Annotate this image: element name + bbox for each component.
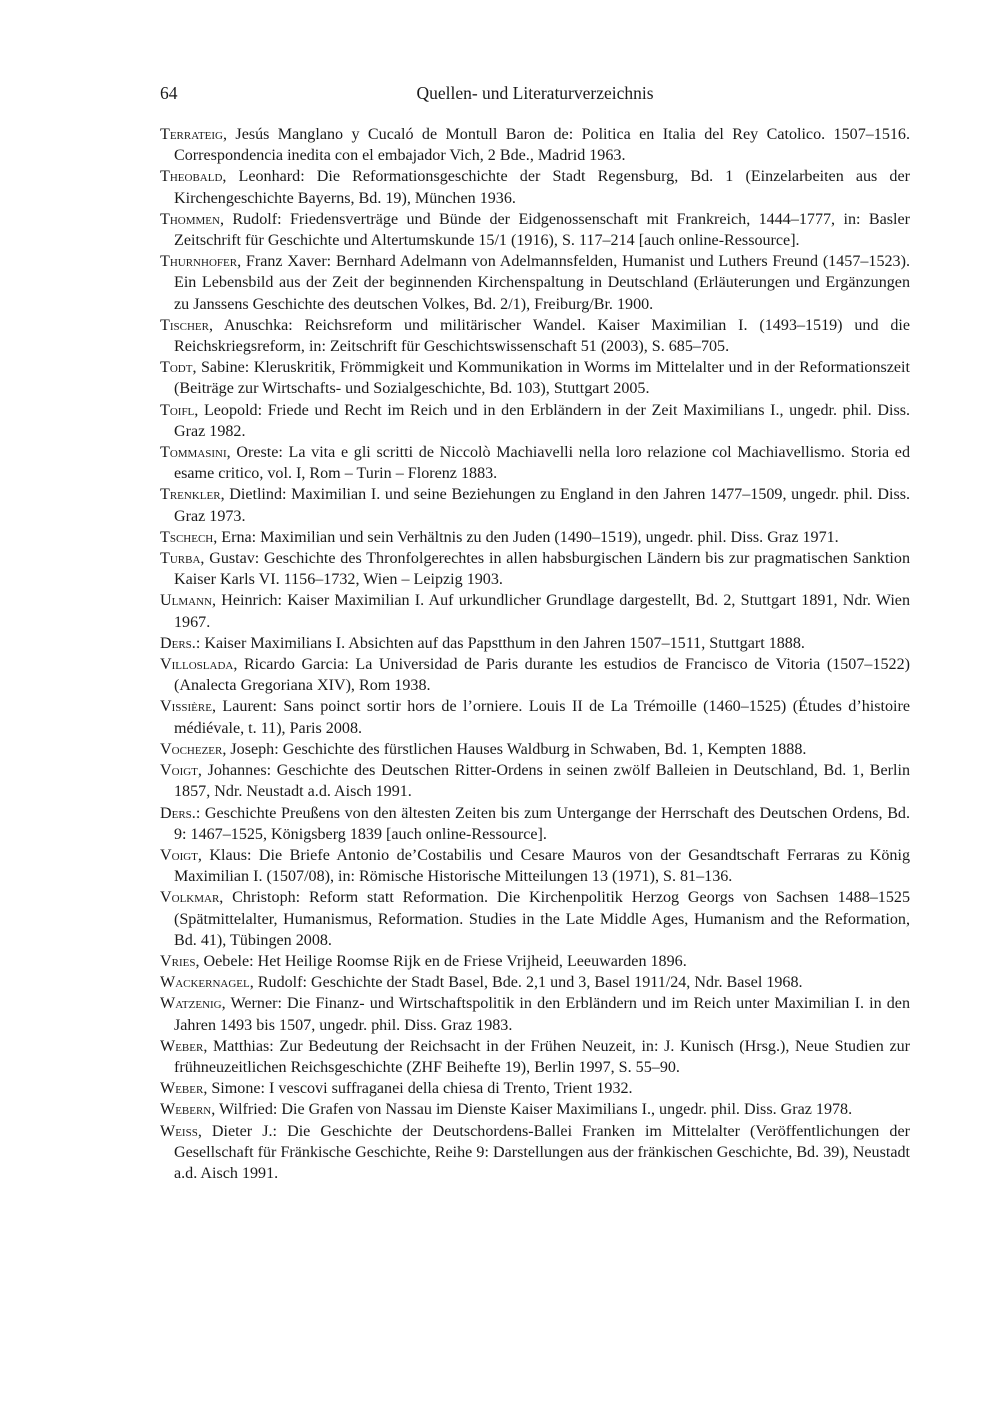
entry-text: , Rudolf: Friedensverträge und Bünde der Eidgenossenschaft mit Frankreich, 1444–1777, in: Basler Zeitschrift für Geschichte und Altertumskunde 15/1 (1916), S. 117–214 [auch online-Ressource]. xyxy=(174,210,910,250)
bibliography-entry xyxy=(160,166,910,208)
entry-text: , Wilfried: Die Grafen von Nassau im Dienste Kaiser Maximilians I., ungedr. phil. Diss. Graz 1978. xyxy=(211,1101,853,1119)
bibliography-entry xyxy=(160,993,910,1035)
bibliography-entry xyxy=(160,400,910,442)
entry-text: , Leopold: Friede und Recht im Reich und in den Erbländern in der Zeit Maximilians I., ungedr. phil. Diss. Graz 1982. xyxy=(174,401,910,440)
bibliography-entry xyxy=(160,887,910,951)
entry-author: Turba xyxy=(160,550,201,568)
entry-text: , Christoph: Reform statt Reformation. Die Kirchenpolitik Herzog Georgs von Sachsen 1488–1525 (Spätmittelalter, Humanismus, Reformation. Studies in the Late Middle Ages, Humanism and the Reformation, Bd. 41), Tübingen 2008. xyxy=(174,889,910,949)
bibliography-entry xyxy=(160,696,910,738)
page xyxy=(160,80,910,1184)
entry-author: Thurnhofer xyxy=(160,253,238,271)
bibliography-entry xyxy=(160,124,910,166)
bibliography-entry xyxy=(160,739,910,760)
entry-author: Tommasini xyxy=(160,444,227,462)
entry-text: , Ricardo Garcia: La Universidad de Paris durante les estudios de Francisco de Vitoria (1507–1522) (Analecta Gregoriana XIV), Rom 1938. xyxy=(174,656,910,695)
entry-text: , Sabine: Kleruskritik, Frömmigkeit und Kommunikation in Worms im Mittelalter und in der Reformationszeit (Beiträge zur Wirtschafts- und Sozialgeschichte, Bd. 103), Stuttgart 2005. xyxy=(174,359,910,398)
bibliography-entry xyxy=(160,951,910,972)
entry-text: , Johannes: Geschichte des Deutschen Ritter-Ordens in seinen zwölf Balleien in Deutschland, Bd. 1, Berlin 1857, Ndr. Neustadt a.d. Aisch 1991. xyxy=(174,762,910,801)
entry-text: , Anuschka: Reichsreform und militärischer Wandel. Kaiser Maximilian I. (1493–1519) und die Reichskriegsreform, in: Zeitschrift für Geschichtswissenschaft 51 (2003), S. 685–705. xyxy=(174,316,910,356)
bibliography-entry xyxy=(160,251,910,315)
entry-author: Watzenig xyxy=(160,995,222,1013)
entry-text: , Heinrich: Kaiser Maximilian I. Auf urkundlicher Grundlage dargestellt, Bd. 2, Stuttgart 1891, Ndr. Wien 1967. xyxy=(174,592,910,631)
entry-author: Weber xyxy=(160,1037,204,1055)
bibliography-entry xyxy=(160,315,910,357)
entry-text: , Klaus: Die Briefe Antonio de’Costabilis und Cesare Mauros von der Gesandtschaft Ferraras zu König Maximilian I. (1507/08), in: Römische Historische Mitteilungen 13 (1971), S. 81–136. xyxy=(174,846,910,886)
entry-author: Webern xyxy=(160,1101,212,1119)
bibliography-entry xyxy=(160,484,910,526)
entry-text: , Dieter J.: Die Geschichte der Deutschordens-Ballei Franken im Mittelalter (Veröffentlichungen der Gesellschaft für Fränkische Geschichte, Reihe 9: Darstellungen aus der fränkischen Geschichte, Bd. 39), Neustadt a.d. Aisch 1991. xyxy=(174,1122,910,1182)
bibliography-entry xyxy=(160,1099,910,1120)
entry-author: Tschech xyxy=(160,528,214,546)
bibliography-entry xyxy=(160,590,910,632)
bibliography-entry xyxy=(160,654,910,696)
entry-author: Ders. xyxy=(160,804,196,822)
entry-text: , Dietlind: Maximilian I. und seine Beziehungen zu England in den Jahren 1477–1509, ungedr. phil. Diss. Graz 1973. xyxy=(174,486,910,525)
entry-text: : Kaiser Maximilians I. Absichten auf das Papstthum in den Jahren 1507–1511, Stuttgart 1888. xyxy=(195,634,805,652)
entry-text: , Gustav: Geschichte des Thronfolgerechtes in allen habsburgischen Ländern bis zur pragmatischen Sanktion Kaiser Karls VI. 1156–1732, Wien – Leipzig 1903. xyxy=(174,550,910,589)
entry-text: , Joseph: Geschichte des fürstlichen Hauses Waldburg in Schwaben, Bd. 1, Kempten 1888. xyxy=(222,740,807,758)
entry-text: , Jesús Manglano y Cucaló de Montull Baron de: Politica en Italia del Rey Catolico. 1507–1516. Correspondencia inedita con el embajador Vich, 2 Bde., Madrid 1963. xyxy=(174,126,910,165)
entry-text: , Oreste: La vita e gli scritti de Niccolò Machiavelli nella loro relazione col Machiavellismo. Storia ed esame critico, vol. I, Rom – Turin – Florenz 1883. xyxy=(174,444,910,483)
entry-author: Vries xyxy=(160,952,196,970)
entry-author: Terrateig xyxy=(160,126,223,143)
bibliography-entry xyxy=(160,1078,910,1099)
entry-author: Theobald xyxy=(160,168,223,186)
entry-author: Weiss xyxy=(160,1122,198,1140)
entry-author: Ulmann xyxy=(160,592,212,610)
entry-text: : Geschichte Preußens von den ältesten Zeiten bis zum Untergange der Herrschaft des Deutschen Ordens, Bd. 9: 1467–1525, Königsberg 1839 [auch online-Ressource]. xyxy=(174,804,910,843)
entry-text: , Oebele: Het Heilige Roomse Rijk en de Friese Vrijheid, Leeuwarden 1896. xyxy=(195,952,687,970)
bibliography-entry xyxy=(160,1121,910,1185)
page-number: 64 xyxy=(160,83,178,103)
entry-author: Voigt xyxy=(160,762,198,780)
entry-author: Weber xyxy=(160,1080,204,1098)
entry-author: Toifl xyxy=(160,401,195,419)
entry-text: , Werner: Die Finanz- und Wirtschaftspolitik in den Erbländern und im Reich unter Maximilian I. in den Jahren 1493 bis 1507, ungedr. phil. Diss. Graz 1983. xyxy=(174,995,910,1034)
bibliography-entry xyxy=(160,633,910,654)
bibliography-entry xyxy=(160,527,910,548)
bibliography-entry xyxy=(160,548,910,590)
entry-author: Ders. xyxy=(160,634,196,652)
entry-author: Vissière xyxy=(160,698,212,716)
bibliography-list xyxy=(160,124,910,1184)
entry-author: Vochezer xyxy=(160,740,223,758)
entry-text: , Simone: I vescovi suffraganei della chiesa di Trento, Trient 1932. xyxy=(203,1080,633,1098)
bibliography-entry xyxy=(160,972,910,993)
bibliography-entry xyxy=(160,803,910,845)
bibliography-entry xyxy=(160,1036,910,1078)
entry-text: , Erna: Maximilian und sein Verhältnis zu den Juden (1490–1519), ungedr. phil. Diss. Graz 1971. xyxy=(213,528,839,546)
running-head xyxy=(160,80,910,106)
entry-author: Voigt xyxy=(160,846,198,864)
entry-author: Tischer xyxy=(160,316,209,334)
entry-author: Trenkler xyxy=(160,486,221,504)
entry-text: , Rudolf: Geschichte der Stadt Basel, Bde. 2,1 und 3, Basel 1911/24, Ndr. Basel 1968. xyxy=(249,974,803,992)
entry-author: Villoslada xyxy=(160,656,234,674)
bibliography-entry xyxy=(160,760,910,802)
entry-author: Wackernagel xyxy=(160,974,250,992)
bibliography-entry xyxy=(160,845,910,887)
entry-text: , Franz Xaver: Bernhard Adelmann von Adelmannsfelden, Humanist und Luthers Freund (1457–1523). Ein Lebensbild aus der Zeit der beginnenden Kirchenspaltung in Deutschland (Erläuterungen und Ergänzungen zu Janssens Geschichte des deutschen Volkes, Bd. 2/1), Freiburg/Br. 1900. xyxy=(174,253,910,313)
bibliography-entry xyxy=(160,442,910,484)
bibliography-entry xyxy=(160,209,910,251)
entry-author: Todt xyxy=(160,359,193,377)
running-title: Quellen- und Literaturverzeichnis xyxy=(416,83,654,103)
entry-author: Volkmar xyxy=(160,889,220,907)
entry-text: , Laurent: Sans poinct sortir hors de l’orniere. Louis II de La Trémoille (1460–1525) (Études d’histoire médiévale, t. 11), Paris 2008. xyxy=(174,698,910,737)
bibliography-entry xyxy=(160,357,910,399)
entry-author: Thommen xyxy=(160,210,220,228)
entry-text: , Matthias: Zur Bedeutung der Reichsacht in der Frühen Neuzeit, in: J. Kunisch (Hrsg.), Neue Studien zur frühneuzeitlichen Reichsgeschichte (ZHF Beihefte 19), Berlin 1997, S. 55–90. xyxy=(174,1037,910,1076)
entry-text: , Leonhard: Die Reformationsgeschichte der Stadt Regensburg, Bd. 1 (Einzelarbeiten aus der Kirchengeschichte Bayerns, Bd. 19), München 1936. xyxy=(174,168,910,207)
